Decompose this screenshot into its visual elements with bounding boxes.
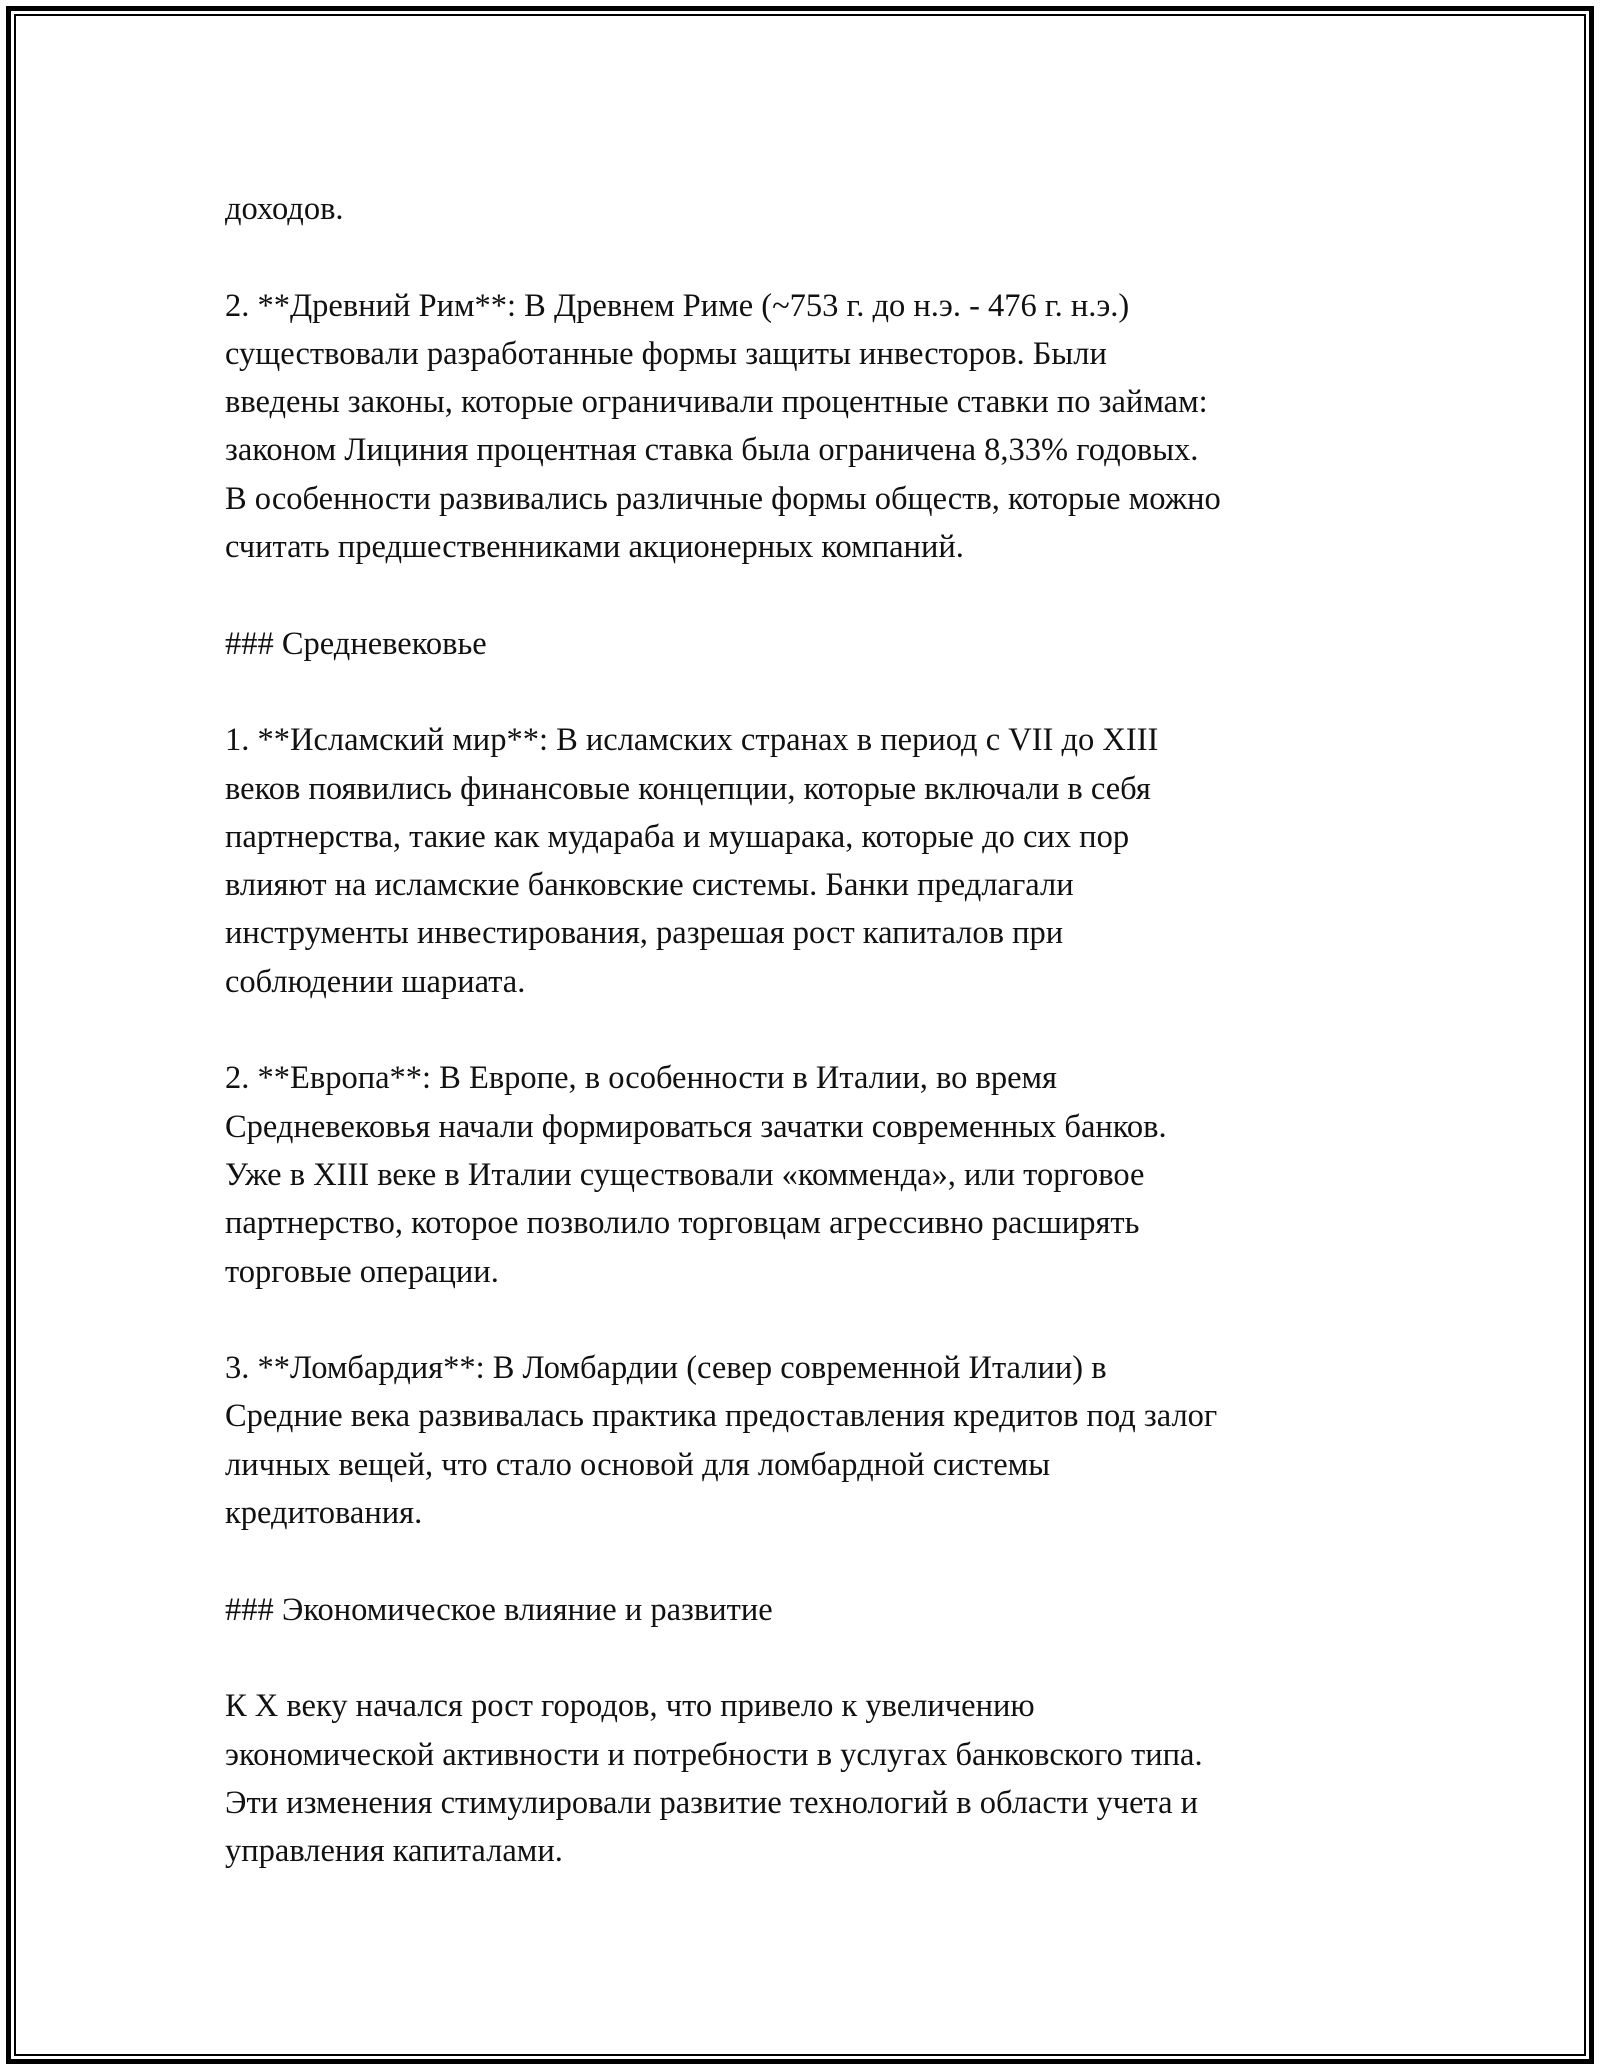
text-line: влияют на исламские банковские системы. Банки предлагали <box>225 867 1074 904</box>
text-line: 1. **Исламский мир**: В исламских странах в период с VII до XIII <box>225 722 1159 759</box>
document-body <box>225 185 1385 1924</box>
text-line: личных вещей, что стало основой для ломбардной системы <box>225 1446 1051 1483</box>
text-line: существовали разработанные формы защиты инвесторов. Были <box>225 335 1107 372</box>
heading-middle-ages <box>225 620 1385 668</box>
text-line: В особенности развивались различные формы обществ, которые можно <box>225 480 1221 517</box>
text-line: считать предшественниками акционерных компаний. <box>225 529 964 566</box>
text-line: соблюдении шариата. <box>225 963 526 1000</box>
text-line: кредитования. <box>225 1495 423 1532</box>
text-line: законом Лициния процентная ставка была ограничена 8,33% годовых. <box>225 432 1199 469</box>
text-line: доходов. <box>225 191 344 227</box>
text-line: Эти изменения стимулировали развитие технологий в области учета и <box>225 1784 1199 1821</box>
text-line: К X веку начался рост городов, что привело к увеличению <box>225 1688 1035 1725</box>
text-line: управления капиталами. <box>225 1833 563 1870</box>
paragraph-ancient-rome <box>225 282 1385 572</box>
text-line: 2. **Европа**: В Европе, в особенности в Италии, во время <box>225 1060 1058 1097</box>
text-line: инструменты инвестирования, разрешая рост капиталов при <box>225 915 1064 952</box>
text-line: партнерства, такие как мудараба и мушарака, которые до сих пор <box>225 818 1130 855</box>
text-line: 3. **Ломбардия**: В Ломбардии (север современной Италии) в <box>225 1350 1107 1387</box>
paragraph-continuation <box>225 185 1385 233</box>
text-line: Средневековья начали формироваться зачатки современных банков. <box>225 1108 1167 1145</box>
text-line: торговые операции. <box>225 1253 499 1290</box>
paragraph-city-growth <box>225 1682 1385 1875</box>
heading-line: ### Средневековье <box>225 625 487 662</box>
paragraph-islamic-world <box>225 716 1385 1006</box>
text-line: Средние века развивалась практика предоставления кредитов под залог <box>225 1398 1218 1435</box>
paragraph-lombardy <box>225 1344 1385 1537</box>
heading-economic-influence <box>225 1586 1385 1634</box>
text-line: экономической активности и потребности в услугах банковского типа. <box>225 1736 1203 1773</box>
text-line: 2. **Древний Рим**: В Древнем Риме (~753 г. до н.э. - 476 г. н.э.) <box>225 287 1130 324</box>
text-line: партнерство, которое позволило торговцам агрессивно расширять <box>225 1205 1140 1242</box>
heading-line: ### Экономическое влияние и развитие <box>225 1591 773 1628</box>
text-line: веков появились финансовые концепции, которые включали в себя <box>225 770 1151 807</box>
paragraph-europe <box>225 1054 1385 1295</box>
text-line: введены законы, которые ограничивали процентные ставки по займам: <box>225 384 1208 421</box>
text-line: Уже в XIII веке в Италии существовали «комменда», или торговое <box>225 1156 1145 1193</box>
